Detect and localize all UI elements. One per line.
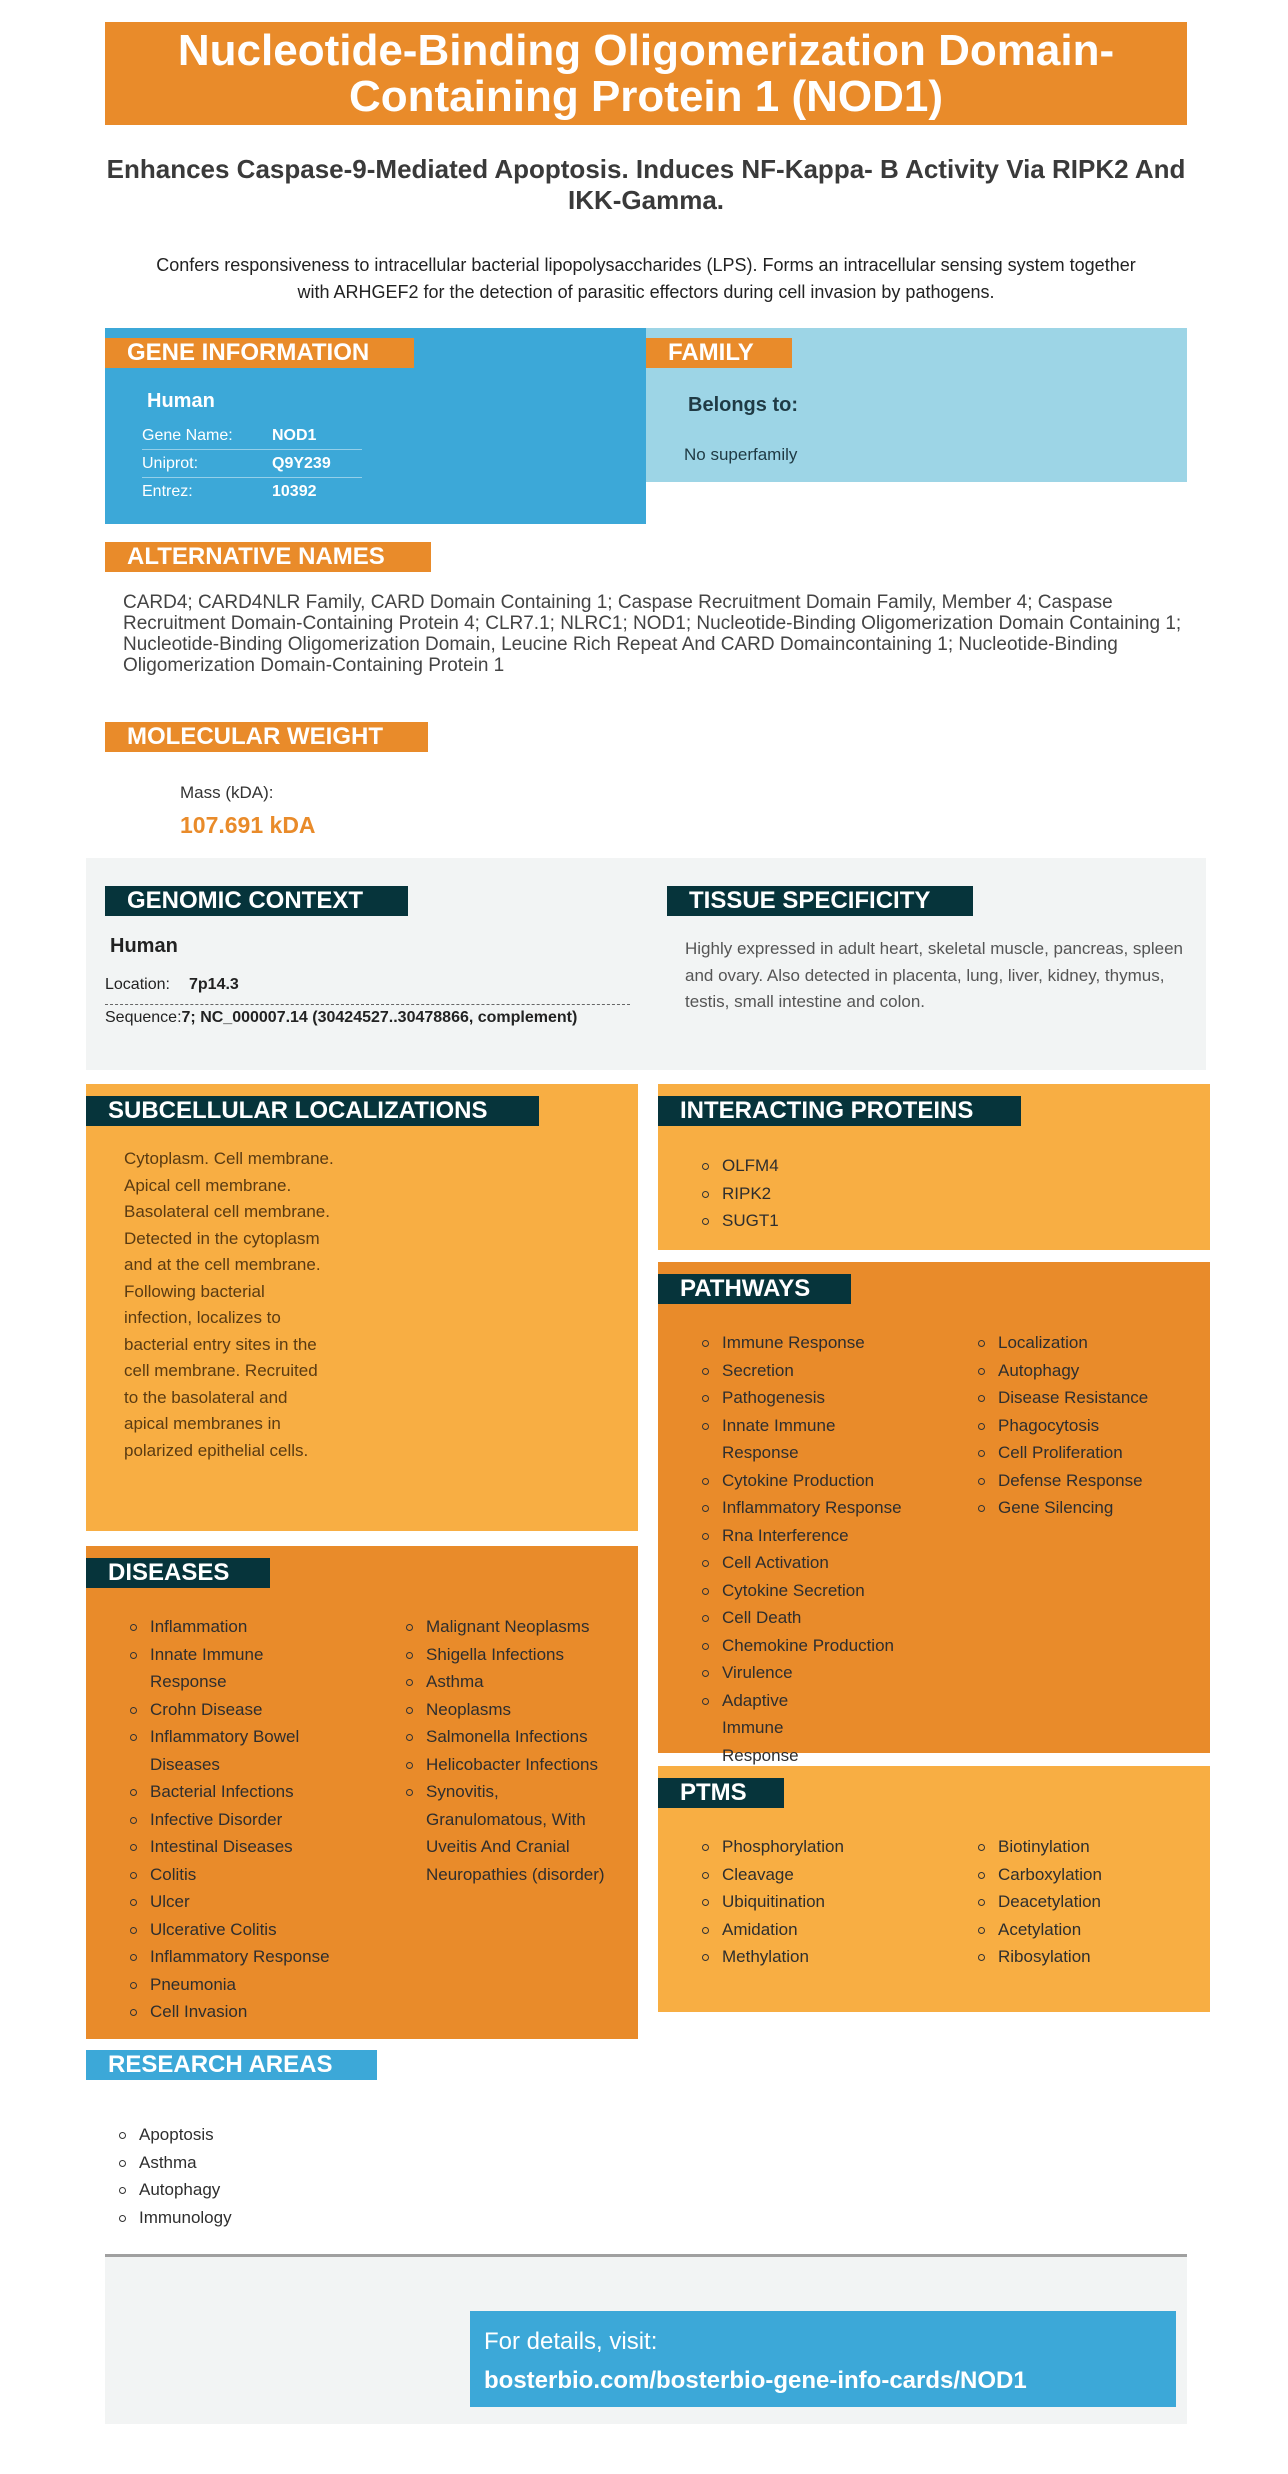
page-subtitle: Enhances Caspase-9-Mediated Apoptosis. Induces NF-Kappa- B Activity Via RIPK2 And IKK-Gamma. (106, 154, 1186, 215)
list-item: Ulcer (128, 1888, 368, 1916)
list-item: Gene Silencing (976, 1494, 1201, 1522)
ptms-list-col2 (976, 1833, 1201, 1971)
list-item: Phosphorylation (700, 1833, 940, 1861)
family-belongs-label: Belongs to: (688, 394, 798, 416)
mass-value: 107.691 kDA (180, 812, 316, 838)
list-item: Synovitis, Granulomatous, With Uveitis And Cranial Neuropathies (disorder) (404, 1778, 619, 1888)
list-item: Adaptive Immune Response (700, 1687, 842, 1770)
list-item: Biotinylation (976, 1833, 1201, 1861)
list-item: Ulcerative Colitis (128, 1916, 368, 1944)
subcellular-text: Cytoplasm. Cell membrane. Apical cell membrane. Basolateral cell membrane. Detected in the cytoplasm and at the cell membrane. Following bacterial infection, localizes to bacterial entry sites in the cell membrane. Recruited to the basolateral and apical membranes in polarized epithelial cells. (124, 1149, 334, 1460)
list-item: Disease Resistance (976, 1384, 1201, 1412)
interacting-proteins-panel (658, 1084, 1210, 1250)
subcellular-panel (86, 1084, 638, 1531)
family-heading: FAMILY (646, 338, 792, 368)
alternative-names-heading: ALTERNATIVE NAMES (105, 542, 431, 572)
genomic-species: Human (110, 935, 178, 957)
sequence-value: 7; NC_000007.14 (30424527..30478866, complement) (181, 1009, 578, 1026)
list-item: Malignant Neoplasms (404, 1613, 619, 1641)
list-item: Cytokine Production (700, 1467, 940, 1495)
list-item: Autophagy (976, 1357, 1201, 1385)
list-item: Virulence (700, 1659, 940, 1687)
list-item: Methylation (700, 1943, 940, 1971)
list-item: Cell Invasion (128, 1998, 368, 2026)
footer-link[interactable]: bosterbio.com/bosterbio-gene-info-cards/NOD1 (484, 2367, 1027, 2394)
list-item: OLFM4 (700, 1152, 779, 1180)
list-item: Asthma (117, 2149, 232, 2177)
gene-info-row (142, 422, 362, 450)
mass-label: Mass (kDA): (180, 783, 274, 802)
list-item: Inflammatory Response (700, 1494, 940, 1522)
list-item: Cytokine Secretion (700, 1577, 940, 1605)
gene-info-table (142, 422, 362, 505)
list-item: Salmonella Infections (404, 1723, 619, 1751)
list-item: Acetylation (976, 1916, 1201, 1944)
list-item: Inflammation (128, 1613, 368, 1641)
list-item: Deacetylation (976, 1888, 1201, 1916)
list-item: Ubiquitination (700, 1888, 940, 1916)
diseases-panel (86, 1546, 638, 2039)
pathways-list-col2 (976, 1329, 1201, 1522)
gene-info-value: Q9Y239 (272, 450, 362, 478)
list-item: Chemokine Production (700, 1632, 940, 1660)
list-item: Infective Disorder (128, 1806, 368, 1834)
gene-info-key: Uniprot: (142, 450, 272, 478)
interacting-proteins-heading: INTERACTING PROTEINS (658, 1096, 1021, 1126)
list-item: Cleavage (700, 1861, 940, 1889)
ptms-panel (658, 1766, 1210, 2012)
list-item: Crohn Disease (128, 1696, 368, 1724)
list-item: Inflammatory Bowel Diseases (128, 1723, 330, 1778)
pathways-heading: PATHWAYS (658, 1274, 851, 1304)
molecular-weight-heading: MOLECULAR WEIGHT (105, 722, 428, 752)
list-item: Immunology (117, 2204, 232, 2232)
location-value: 7p14.3 (189, 976, 239, 993)
list-item: Innate Immune Response (700, 1412, 842, 1467)
ptms-heading: PTMS (658, 1778, 784, 1808)
list-item: Shigella Infections (404, 1641, 619, 1669)
footer-link-box[interactable] (470, 2311, 1176, 2407)
list-item: RIPK2 (700, 1180, 779, 1208)
list-item: Immune Response (700, 1329, 940, 1357)
interacting-proteins-list (700, 1152, 779, 1235)
genomic-location-row (105, 973, 630, 1005)
page-title: Nucleotide-Binding Oligomerization Domain-Containing Protein 1 (NOD1) (105, 22, 1187, 125)
diseases-heading: DISEASES (86, 1558, 270, 1588)
list-item: Cell Death (700, 1604, 940, 1632)
list-item: Colitis (128, 1861, 368, 1889)
list-item: Neoplasms (404, 1696, 619, 1724)
list-item: Asthma (404, 1668, 619, 1696)
list-item: Amidation (700, 1916, 940, 1944)
list-item: Apoptosis (117, 2121, 232, 2149)
list-item: Rna Interference (700, 1522, 940, 1550)
gene-info-row (142, 450, 362, 478)
list-item: Bacterial Infections (128, 1778, 368, 1806)
sequence-label: Sequence: (105, 1009, 182, 1026)
list-item: Intestinal Diseases (128, 1833, 368, 1861)
ptms-list-col1 (700, 1833, 940, 1971)
list-item: Pneumonia (128, 1971, 368, 1999)
tissue-specificity-heading: TISSUE SPECIFICITY (667, 886, 973, 916)
research-areas-list (117, 2121, 232, 2231)
list-item: Secretion (700, 1357, 940, 1385)
diseases-list-col1 (128, 1613, 368, 2026)
list-item: Defense Response (976, 1467, 1201, 1495)
research-areas-heading: RESEARCH AREAS (86, 2050, 377, 2080)
family-panel (646, 328, 1187, 482)
location-label: Location: (105, 976, 170, 993)
gene-info-value: 10392 (272, 482, 317, 500)
gene-info-value: NOD1 (272, 422, 362, 450)
gene-info-key: Entrez: (142, 482, 193, 500)
gene-information-heading: GENE INFORMATION (105, 338, 414, 368)
list-item: Autophagy (117, 2176, 232, 2204)
protein-description: Confers responsiveness to intracellular bacterial lipopolysaccharides (LPS). Forms an intracellular sensing system together with ARHGEF2 for the detection of parasitic effectors during cell invasion by pathogens. (156, 255, 1136, 302)
list-item: Localization (976, 1329, 1201, 1357)
list-item: Pathogenesis (700, 1384, 940, 1412)
diseases-list-col2 (404, 1613, 619, 1888)
list-item: Carboxylation (976, 1861, 1201, 1889)
gene-species: Human (147, 390, 215, 412)
list-item: Helicobacter Infections (404, 1751, 619, 1779)
subcellular-heading: SUBCELLULAR LOCALIZATIONS (86, 1096, 539, 1126)
gene-information-panel (105, 328, 646, 524)
gene-info-row (142, 478, 362, 506)
list-item: Cell Activation (700, 1549, 940, 1577)
gene-info-key: Gene Name: (142, 422, 272, 450)
genomic-sequence-row (105, 1009, 645, 1027)
list-item: Ribosylation (976, 1943, 1201, 1971)
genomic-context-heading: GENOMIC CONTEXT (105, 886, 408, 916)
pathways-list-col1 (700, 1329, 940, 1769)
pathways-panel (658, 1262, 1210, 1765)
list-item: Cell Proliferation (976, 1439, 1201, 1467)
alternative-names-text: CARD4; CARD4NLR Family, CARD Domain Containing 1; Caspase Recruitment Domain Family, Member 4; Caspase Recruitment Domain-Containing Protein 4; CLR7.1; NLRC1; NOD1; Nucleotide-Binding Oligomerization Domain Containing 1; Nucleotide-Binding Oligomerization Domain, Leucine Rich Repeat And CARD Domaincontaining 1; Nucleotide-Binding Oligomerization Domain-Containing Protein 1 (123, 592, 1182, 676)
tissue-specificity-text: Highly expressed in adult heart, skeletal muscle, pancreas, spleen and ovary. Also detected in placenta, lung, liver, kidney, thymus, testis, small intestine and colon. (685, 939, 1183, 1011)
list-item: Phagocytosis (976, 1412, 1201, 1440)
list-item: Innate Immune Response (128, 1641, 290, 1696)
list-item: SUGT1 (700, 1207, 779, 1235)
footer-label: For details, visit: (484, 2328, 658, 2355)
family-value: No superfamily (684, 445, 798, 464)
list-item: Inflammatory Response (128, 1943, 368, 1971)
